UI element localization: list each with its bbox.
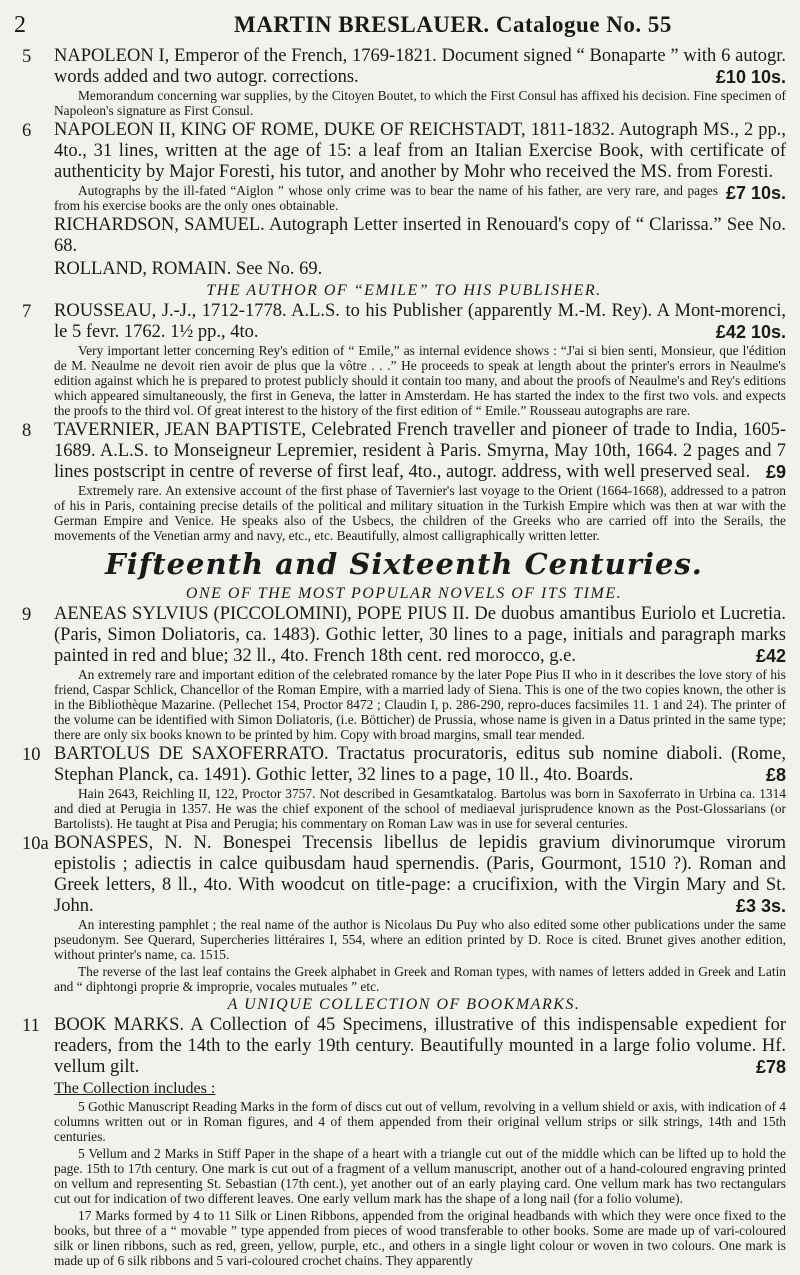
entry-description: Hain 2643, Reichling II, 122, Proctor 3757. Not described in Gesamtkatalog. Bartolus was born in Saxoferrato in Urbina ca. 1314 and died at Perugia in 1357. He was the chief exponent of the school of mediaeval jurisprudence known as the Post-Glossarians (or Bartolists). He taught at Pisa and Perugia; his commentary on Roman Law was in use for several centuries. — [54, 786, 786, 831]
entry-heading: NAPOLEON II, KING OF ROME, DUKE OF REICHSTADT, 1811-1832. Autograph MS., 2 pp., 4to., 31 lines, written at the age of 15: a leaf from an Italian Exercise Book, with certificate of authenticity by Major Foresti, his tutor, and another by Mohr who received the MS. from Foresti. — [54, 120, 786, 182]
entry-description: An interesting pamphlet ; the real name of the author is Nicolaus Du Puy who also edited some other publications under the same pseudonym. See Querard, Supercheries littéraires I, 554, where an edition printed by D. Roce is cited. Brunet gives another edition, without printer's name, ca. 1515. — [54, 917, 786, 962]
entry-number: 9 — [22, 605, 32, 625]
catalogue-entry — [22, 420, 786, 543]
entry-heading: BONASPES, N. N. Bonespei Trecensis libellus de lepidis gravium divinorumque virorum epistolis ; adiectis in calce quibusdam haud spernendis. (Paris, Gourmont, 1510 ?). Roman and Greek letters, 8 ll., 4to. With woodcut on title-page: a crucifixion, with the Virgin Mary and St. John. — [54, 833, 786, 916]
page-header — [14, 12, 780, 42]
entry-description: Memorandum concerning war supplies, by the Citoyen Boutet, to which the First Consul has affixed his decision. Fine specimen of Napoleon's signature as First Consul. — [54, 88, 786, 118]
catalogue-entry — [22, 46, 786, 118]
entry-price: £42 10s. — [715, 322, 786, 342]
entry-price: £10 10s. — [715, 67, 786, 87]
entry-description: Extremely rare. An extensive account of the first phase of Tavernier's last voyage to the Orient (1664-1668), addressed to a patron of his in Paris, containing precise details of the political and military situation in the Turkish Empire which was then at war with the German Empire and Venice. He speaks also of the Usbecs, the children of the Greeks who are carried off into the Serails, the movements of the Venetian army and navy, etc., etc. Beautifully, almost calligraphically written letter. — [54, 483, 786, 543]
section-heading: THE AUTHOR OF “EMILE” TO HIS PUBLISHER. — [206, 282, 602, 299]
entry-heading: AENEAS SYLVIUS (PICCOLOMINI), POPE PIUS II. De duobus amantibus Euriolo et Lucretia. (Paris, Simon Doliatoris, ca. 1483). Gothic letter, 30 lines to a page, initials and paragraph marks painted in red and blue; 32 ll., 4to. French 18th cent. red morocco, g.e. — [54, 604, 786, 666]
entry-number: 6 — [22, 121, 32, 141]
catalogue-entry — [22, 833, 786, 994]
entry-description: An extremely rare and important edition of the celebrated romance by the later Pope Pius II who in it describes the love story of his friend, Caspar Schlick, Chancellor of the Roman Empire, with a married lady of Siena. This is one of the two copies known, the other is in the Bibliothèque Mazarine. (Pellechet 154, Proctor 8472 ; Claudin I, p. 286-290, repro-duces facsimiles 11. 1 and 24). The printer of the volume can be identified with Simon Doliatoris, (i.e. Bötticher) de Prussia, whose name is given in a Datus printed in the same type; there are only six books known to be printed by him. Copy with broad margins, small tear mended. — [54, 667, 786, 742]
entry-heading: ROLLAND, ROMAIN. See No. 69. — [54, 259, 323, 279]
collection-item: 5 Vellum and 2 Marks in Stiff Paper in the shape of a heart with a triangle cut out of the middle which can be lifted up to hold the page. 15th to 17th century. One mark is cut out of a fragment of a vellum manuscript, another out of a hand-coloured engraving printed on vellum and representing St. Sebastian (17th cent.), yet another out of an early playing card. One vellum mark has two rectangulars cut out for indication of two different leaves. One early vellum mark has the shape of a long nail (for a folio volume). — [54, 1146, 786, 1206]
entry-price: £78 — [755, 1057, 786, 1077]
page-title: MARTIN BRESLAUER. Catalogue No. 55 — [234, 12, 672, 37]
collection-item: 5 Gothic Manuscript Reading Marks in the form of discs cut out of vellum, revolving in a vellum shield or axis, with indication of 4 columns written out or in Roman figures, and 4 of them appended from their original vellum strips or silk strings, 14th and 15th centuries. — [54, 1099, 786, 1144]
entry-heading: BARTOLUS DE SAXOFERRATO. Tractatus procuratoris, editus sub nomine diaboli. (Rome, Stephan Planck, ca. 1491). Gothic letter, 32 lines to a page, 10 ll., 4to. Boards. — [54, 744, 786, 785]
entry-number: 11 — [22, 1016, 40, 1036]
entry-number: 5 — [22, 47, 32, 67]
centuries-heading: Fifteenth and Sixteenth Centuries. — [105, 547, 703, 581]
entry-description: Very important letter concerning Rey's edition of “ Emile,” as internal evidence shows : “J'ai si bien senti, Monsieur, que l'édition de M. Neaulme ne devoit rien avoir de plus que la vôtre . . .” He proceeds to speak at length about the printer's errors in Neaulme's edition against which he is prepared to protest publicly should it contain too many, and about the proofs of Neaulme's and Rey's editions which appeared simultaneously, the first in Geneva, the latter in Amsterdam. He has started the index to the first two vols. and expects the proofs to the third vol. Of great interest to the history of the first edition of “ Emile.” Rousseau autographs are rare. — [54, 343, 786, 418]
page-number: 2 — [14, 12, 26, 38]
catalogue-entry — [22, 744, 786, 831]
catalogue-entry — [22, 301, 786, 418]
section-heading: A UNIQUE COLLECTION OF BOOKMARKS. — [227, 996, 581, 1013]
entry-heading: BOOK MARKS. A Collection of 45 Specimens, illustrative of this indispensable expedient for readers, from the 14th to the early 19th century. Beautifully mounted in a large folio volume. Hf. vellum gilt. — [54, 1015, 786, 1077]
catalogue-entry — [22, 215, 786, 257]
entry-heading: TAVERNIER, JEAN BAPTISTE, Celebrated French traveller and pioneer of trade to India, 1605-1689. A.L.S. to Monseigneur Lepremier, resident à Paris. Smyrna, May 10th, 1664. 2 pages and 7 lines postscript in centre of reverse of first leaf, 4to., autogr. address, with well preserved seal. — [54, 420, 786, 482]
collection-item: 17 Marks formed by 4 to 11 Silk or Linen Ribbons, appended from the original headbands with which they were once fixed to the books, but three of a “ movable ” type appended from pieces of wood transferable to other books. Some are made up of vari-coloured silk or linen ribbons, such as red, green, yellow, purple, etc., and others in a single light colour or woven in two colours. One mark is made up of 6 silk ribbons and 5 vari-coloured crochet chains. They apparently — [54, 1208, 786, 1268]
entry-price: £3 3s. — [735, 896, 786, 916]
entry-price: £7 10s. — [725, 183, 786, 203]
section-heading: ONE OF THE MOST POPULAR NOVELS OF ITS TIME. — [185, 585, 623, 602]
collection-subheading: The Collection includes : — [54, 1080, 216, 1097]
catalogue-content — [22, 46, 786, 1270]
catalogue-entry — [22, 1015, 786, 1268]
entry-heading: RICHARDSON, SAMUEL. Autograph Letter inserted in Renouard's copy of “ Clarissa.” See No. 68. — [54, 215, 786, 256]
entry-number: 8 — [22, 421, 32, 441]
entry-heading: NAPOLEON I, Emperor of the French, 1769-1821. Document signed “ Bonaparte ” with 6 autogr. words added and two autogr. corrections. — [54, 46, 786, 87]
catalogue-entry — [22, 259, 786, 280]
catalogue-entry — [22, 120, 786, 213]
catalogue-entry — [22, 604, 786, 742]
entry-number: 10a — [22, 834, 49, 854]
entry-price: £9 — [765, 462, 786, 482]
entry-number: 10 — [22, 745, 41, 765]
entry-heading: ROUSSEAU, J.-J., 1712-1778. A.L.S. to his Publisher (apparently M.-M. Rey). A Mont-morenci, le 5 fevr. 1762. 1½ pp., 4to. — [54, 301, 786, 342]
entry-number: 7 — [22, 302, 32, 322]
entry-price: £42 — [755, 646, 786, 666]
entry-price: £8 — [765, 765, 786, 785]
entry-description-2: The reverse of the last leaf contains the Greek alphabet in Greek and Roman types, with names of letters added in Greek and Latin and “ diphtongi proprie & improprie, vocales mutuales ” etc. — [54, 964, 786, 994]
entry-description: Autographs by the ill-fated “Aiglon ” whose only crime was to bear the name of his father, are very rare, and pages from his exercise books are the only ones obtainable. — [54, 183, 718, 213]
